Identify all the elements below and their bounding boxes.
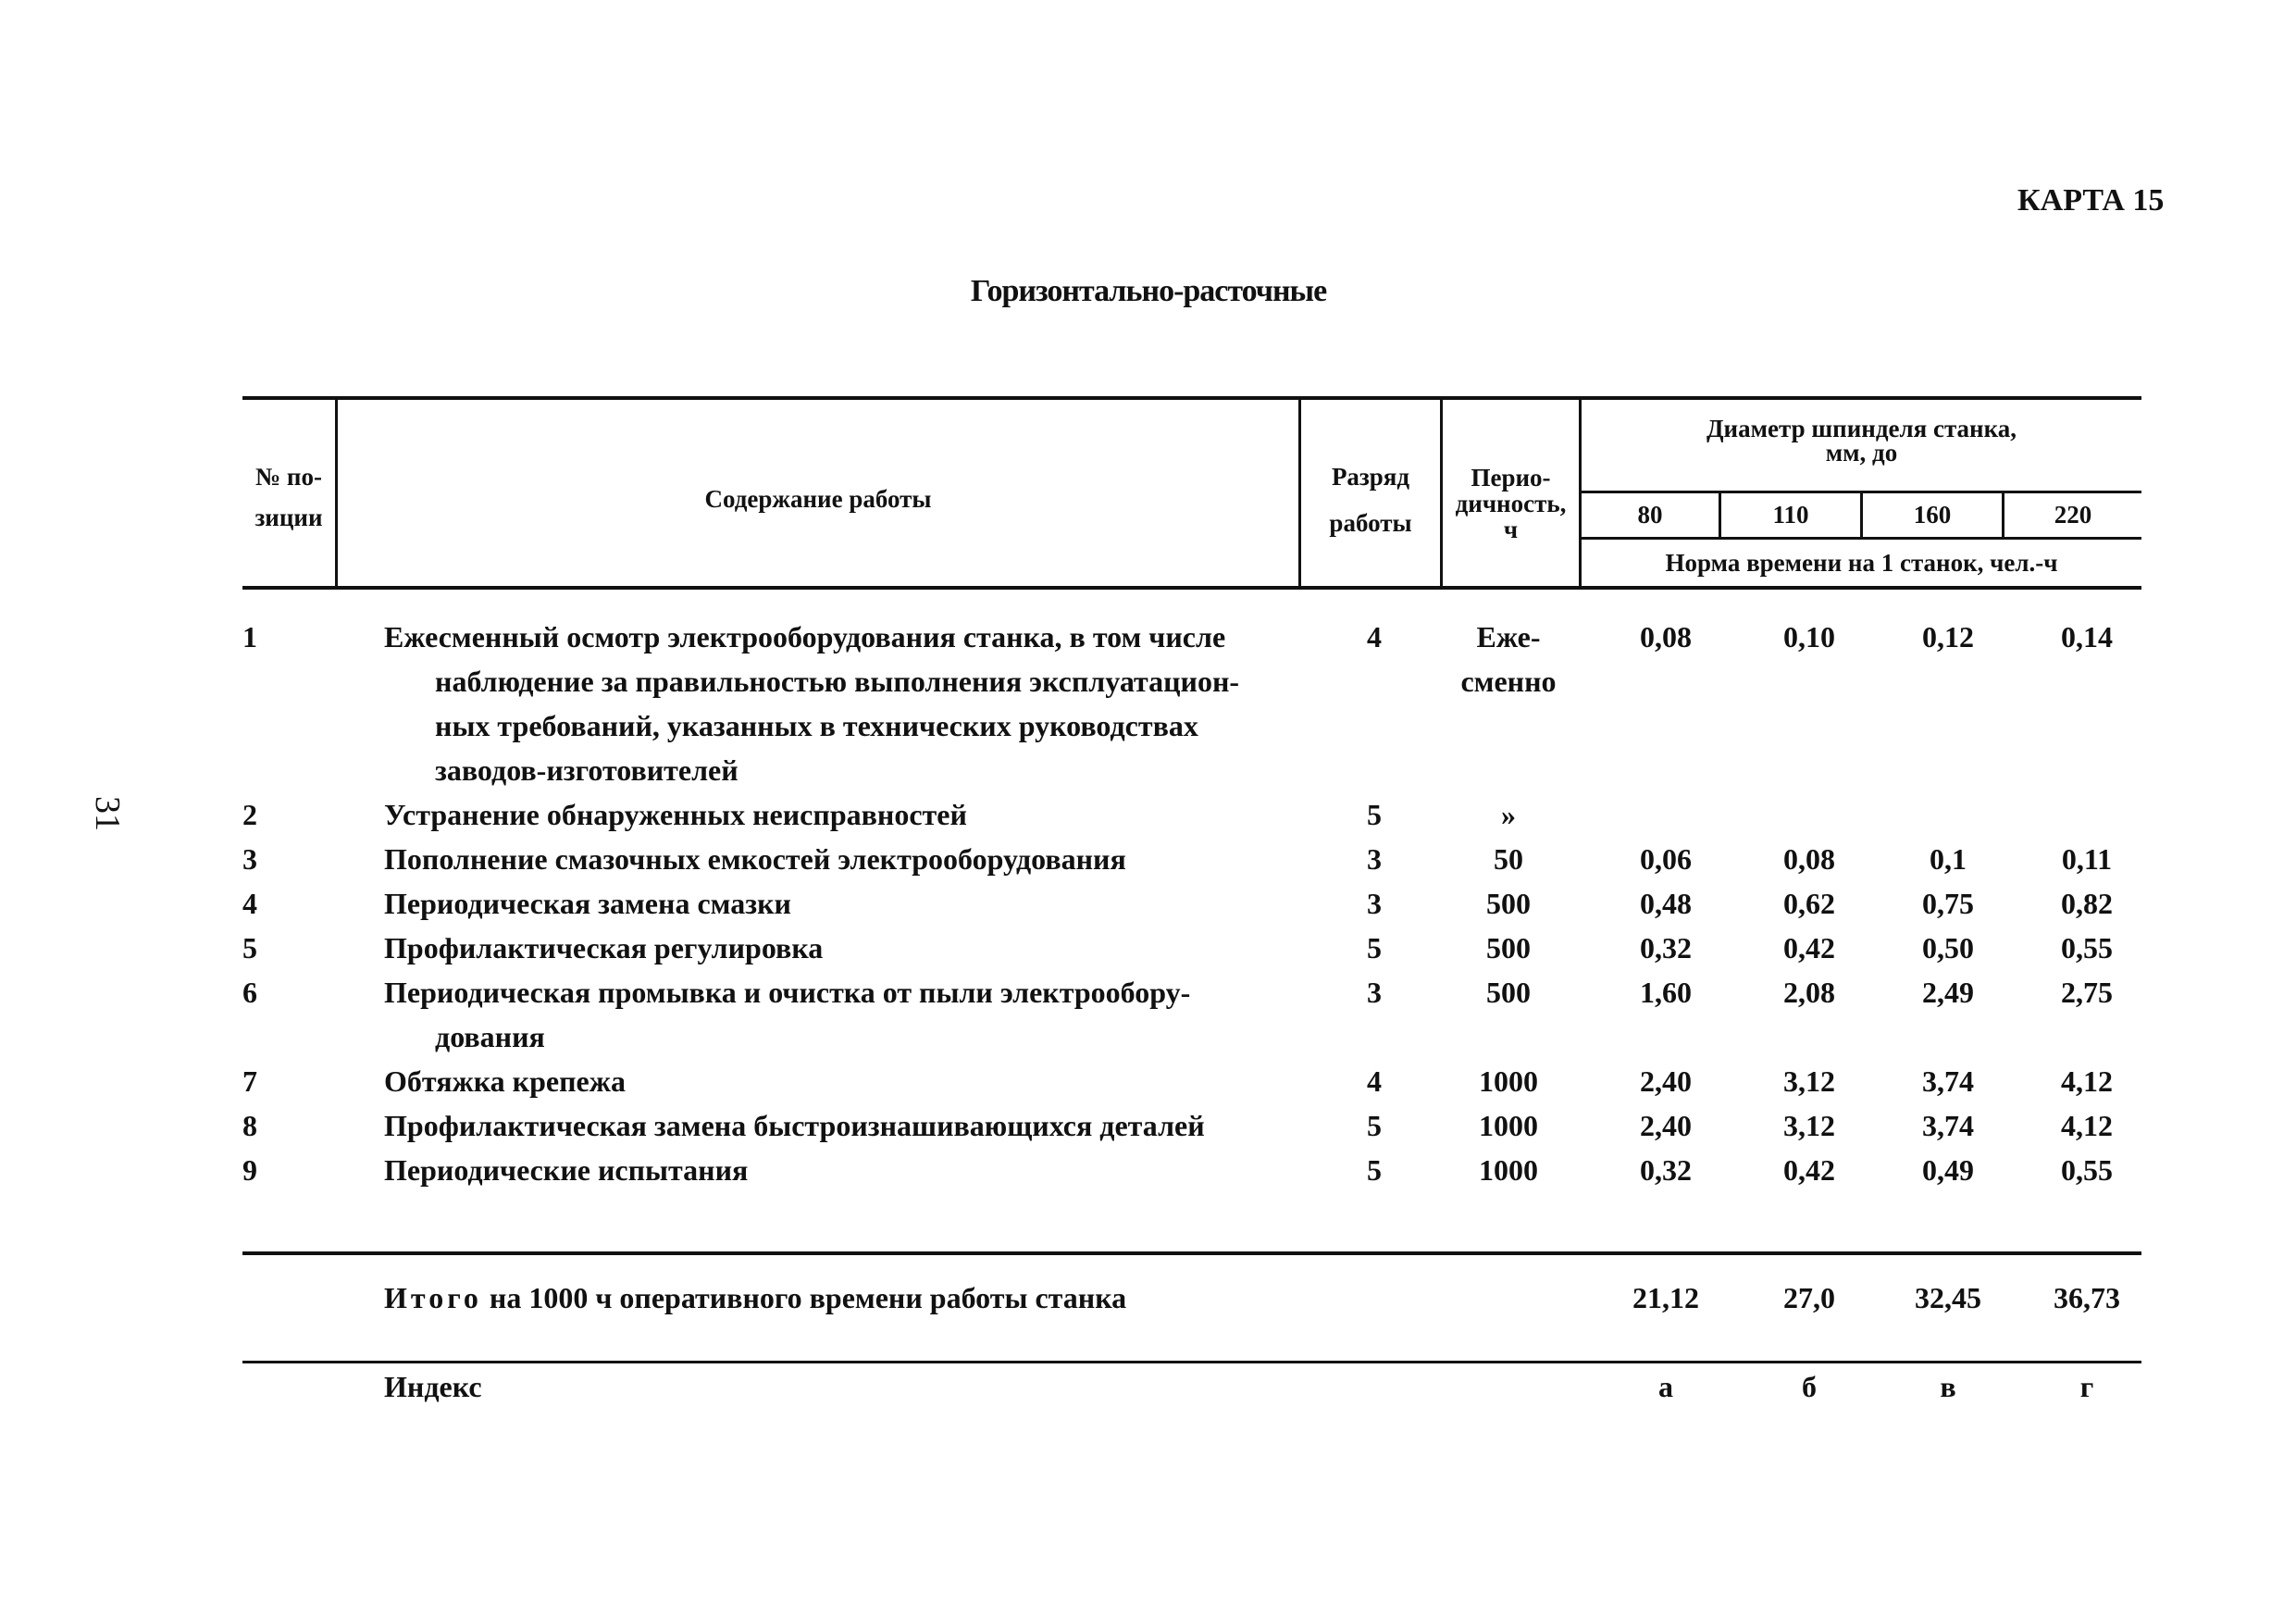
table-row-value-220: 2,75 [2061, 976, 2113, 1009]
table-row-value-160: 2,49 [1922, 976, 1974, 1009]
table-row-value-110: 0,42 [1783, 931, 1835, 965]
table-row-value-80: 0,32 [1640, 1153, 1692, 1187]
header-period: Перио- дичность, ч [1455, 464, 1567, 543]
table-row-period: 1000 [1479, 1109, 1538, 1142]
index-value-220: г [2079, 1370, 2094, 1403]
table-row-value-110: 0,10 [1783, 620, 1835, 653]
index-value-80: а [1658, 1370, 1673, 1403]
table-row-description: Периодические испытания [384, 1153, 749, 1187]
table-row-value-80: 0,08 [1640, 620, 1692, 653]
table-row-value-220: 0,55 [2061, 931, 2113, 965]
total-value-220: 36,73 [2054, 1281, 2120, 1314]
header-diameter-80: 80 [1637, 501, 1663, 529]
table-row-value-220: 4,12 [2061, 1064, 2113, 1098]
table-row-value-80: 2,40 [1640, 1064, 1692, 1098]
table-row-position: 6 [242, 976, 257, 1009]
table-row-grade: 3 [1367, 887, 1382, 920]
header-diameter-220: 220 [2054, 501, 2092, 529]
table-row-grade: 3 [1367, 976, 1382, 1009]
header-diameter-160: 160 [1913, 501, 1952, 529]
table-row-value-80: 0,06 [1640, 842, 1692, 876]
table-row-position: 1 [242, 620, 257, 653]
index-top-rule [242, 1361, 2141, 1363]
table-row-description: Обтяжка крепежа [384, 1064, 626, 1098]
table-row-value-220: 4,12 [2061, 1109, 2113, 1142]
header-position: № по- зиции [254, 463, 323, 531]
table-row-period: 1000 [1479, 1153, 1538, 1187]
table-row-description: Пополнение смазочных емкостей электрооборудования [384, 842, 1126, 876]
header-bottom-rule [242, 586, 2141, 590]
table-row-position: 4 [242, 887, 257, 920]
table-row-value-220: 0,11 [2061, 842, 2113, 876]
table-row-position: 9 [242, 1153, 257, 1187]
table-row-period: Еже- сменно [1460, 620, 1557, 698]
table-row-period: 500 [1486, 931, 1531, 965]
total-top-rule [242, 1251, 2141, 1255]
card-label: КАРТА 15 [2017, 183, 2165, 218]
table-row-description: Профилактическая замена быстроизнашивающихся деталей [384, 1109, 1205, 1142]
table-row-position: 2 [242, 798, 257, 831]
table-row-position: 8 [242, 1109, 257, 1142]
header-norm: Норма времени на 1 станок, чел.-ч [1665, 549, 2058, 577]
total-value-80: 21,12 [1632, 1281, 1699, 1314]
table-row-position: 5 [242, 931, 257, 965]
table-row-value-110: 3,12 [1783, 1064, 1835, 1098]
table-row-value-160: 3,74 [1922, 1064, 1974, 1098]
index-value-160: в [1940, 1370, 1956, 1403]
table-row-grade: 5 [1367, 931, 1382, 965]
table-row-description: Периодическая замена смазки [384, 887, 791, 920]
header-grade: Разряд работы [1329, 463, 1412, 537]
table-row-grade: 5 [1367, 798, 1382, 831]
header-diameter: Диаметр шпинделя станка, мм, до [1706, 415, 2017, 467]
table-row-grade: 5 [1367, 1109, 1382, 1142]
table-row-description: Ежесменный осмотр электрооборудования станка, в том числе наблюдение за правильностью выполнения эксплуатацион- ных требований, указанных в технических руководствах заводов-изготовителей [384, 620, 1240, 787]
table-row-value-220: 0,82 [2061, 887, 2113, 920]
table-row-grade: 4 [1367, 1064, 1382, 1098]
table-row-period: 50 [1494, 842, 1523, 876]
table-row-value-80: 0,48 [1640, 887, 1692, 920]
table-row-period: » [1501, 798, 1516, 831]
table-row-position: 3 [242, 842, 257, 876]
table-row-value-110: 0,08 [1783, 842, 1835, 876]
table-row-value-160: 0,12 [1922, 620, 1974, 653]
table-row-value-220: 0,55 [2061, 1153, 2113, 1187]
table-row-description: Устранение обнаруженных неисправностей [384, 798, 967, 831]
header-content: Содержание работы [704, 485, 932, 513]
table-row-value-80: 0,32 [1640, 931, 1692, 965]
table-top-rule [242, 396, 2141, 400]
total-label: Итого на 1000 ч оперативного времени работы станка [384, 1281, 1127, 1314]
table-row-description: Периодическая промывка и очистка от пыли электрообору- дования [384, 976, 1191, 1053]
total-value-160: 32,45 [1915, 1281, 1981, 1314]
total-value-110: 27,0 [1783, 1281, 1835, 1314]
table-row-value-160: 0,49 [1922, 1153, 1974, 1187]
table-row-value-110: 0,62 [1783, 887, 1835, 920]
table-row-grade: 4 [1367, 620, 1382, 653]
table-row-grade: 3 [1367, 842, 1382, 876]
header-diameter-110: 110 [1772, 501, 1809, 529]
table-row-period: 500 [1486, 976, 1531, 1009]
table-row-value-110: 2,08 [1783, 976, 1835, 1009]
table-row-value-80: 2,40 [1640, 1109, 1692, 1142]
table-row-value-160: 0,1 [1930, 842, 1967, 876]
index-label: Индекс [384, 1370, 482, 1403]
table-row-value-160: 0,75 [1922, 887, 1974, 920]
table-row-description: Профилактическая регулировка [384, 931, 824, 965]
table-row-value-160: 3,74 [1922, 1109, 1974, 1142]
table-row-value-80: 1,60 [1640, 976, 1692, 1009]
page-number: 31 [88, 796, 127, 831]
table-row-value-220: 0,14 [2061, 620, 2113, 653]
table-row-value-160: 0,50 [1922, 931, 1974, 965]
table-row-position: 7 [242, 1064, 257, 1098]
table-row-value-110: 3,12 [1783, 1109, 1835, 1142]
document-title: Горизонтально-расточные [970, 274, 1327, 308]
table-row-value-110: 0,42 [1783, 1153, 1835, 1187]
table-row-grade: 5 [1367, 1153, 1382, 1187]
index-value-110: б [1802, 1370, 1817, 1403]
table-row-period: 1000 [1479, 1064, 1538, 1098]
table-row-period: 500 [1486, 887, 1531, 920]
